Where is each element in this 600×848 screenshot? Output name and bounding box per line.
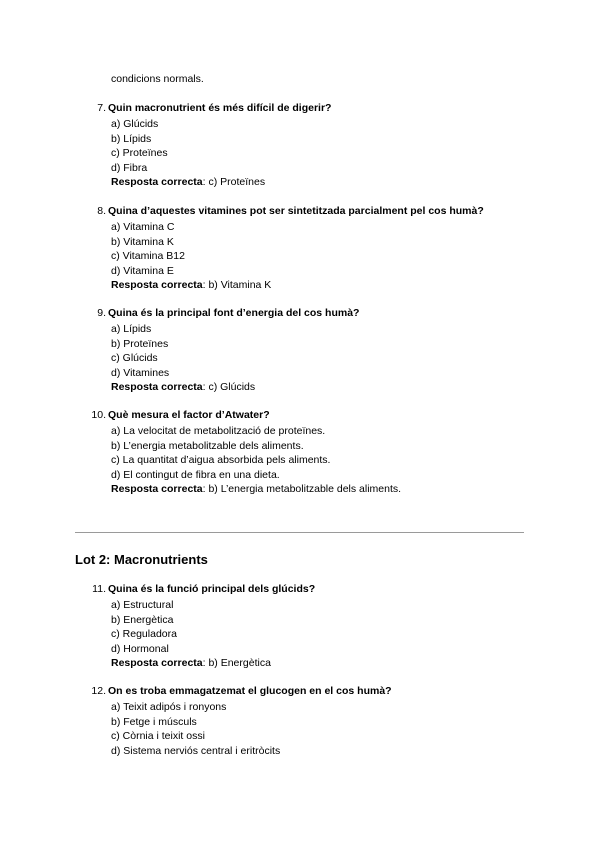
option-list — [111, 220, 546, 278]
question-text: Quina és la funció principal dels glúcids? — [108, 583, 316, 595]
option-c: c) Glúcids — [111, 352, 158, 365]
option-d: d) Vitamines — [111, 366, 170, 379]
option-d: d) El contingut de fibra en una dieta. — [111, 468, 280, 481]
option-b: b) Lípids — [111, 132, 152, 145]
question-text: On es troba emmagatzemat el glucogen en el cos humà? — [108, 685, 392, 697]
question-11 — [86, 582, 546, 671]
question-text: Què mesura el factor d’Atwater? — [108, 409, 270, 421]
answer-value: : b) Energètica — [202, 657, 271, 670]
question-header — [86, 306, 546, 320]
question-header — [86, 684, 546, 698]
question-9 — [86, 306, 546, 395]
option-c: c) Reguladora — [111, 628, 177, 641]
option-b: b) Fetge i músculs — [111, 715, 197, 728]
correct-answer — [111, 278, 546, 293]
question-10 — [86, 408, 546, 497]
option-b: b) Proteïnes — [111, 337, 169, 350]
question-12 — [86, 684, 546, 758]
question-text: Quina d’aquestes vitamines pot ser sintetitzada parcialment pel cos humà? — [108, 205, 484, 217]
option-list — [111, 322, 546, 380]
section-heading: Lot 2: Macronutrients — [75, 552, 208, 567]
question-7 — [86, 101, 546, 190]
option-c: c) Vitamina B12 — [111, 250, 185, 263]
option-a: a) Glúcids — [111, 118, 159, 130]
option-c: c) Còrnia i teixit ossi — [111, 730, 205, 743]
option-d: d) Hormonal — [111, 642, 169, 655]
option-d: d) Sistema nerviós central i eritròcits — [111, 744, 281, 757]
answer-label: Resposta correcta — [111, 381, 203, 394]
question-text: Quina és la principal font d’energia del cos humà? — [108, 307, 360, 319]
question-text: Quin macronutrient és més difícil de digerir? — [108, 102, 332, 114]
option-list — [111, 598, 546, 656]
question-number: 8. — [97, 205, 106, 217]
option-b: b) Vitamina K — [111, 235, 174, 248]
question-8 — [86, 204, 546, 293]
question-number: 11. — [92, 583, 106, 595]
option-a: a) Vitamina C — [111, 221, 175, 233]
answer-label: Resposta correcta — [111, 279, 203, 292]
option-c: c) Proteïnes — [111, 147, 168, 160]
question-number: 7. — [97, 102, 106, 114]
option-d: d) Vitamina E — [111, 264, 174, 277]
answer-label: Resposta correcta — [111, 176, 203, 189]
option-d: d) Fibra — [111, 161, 148, 174]
answer-value: : c) Glúcids — [202, 381, 256, 394]
section-divider — [75, 532, 524, 533]
option-c: c) La quantitat d’aigua absorbida pels aliments. — [111, 454, 331, 467]
correct-answer — [111, 175, 546, 190]
question-number: 12. — [91, 685, 106, 697]
answer-label: Resposta correcta — [111, 483, 203, 496]
option-a: a) Estructural — [111, 599, 174, 611]
option-a: a) La velocitat de metabolització de proteïnes. — [111, 425, 326, 437]
answer-value: : c) Proteïnes — [202, 176, 266, 189]
question-header — [86, 408, 546, 422]
correct-answer — [111, 380, 546, 395]
option-a: a) Teixit adipós i ronyons — [111, 701, 227, 713]
option-list — [111, 700, 546, 758]
question-header — [86, 204, 546, 218]
question-number: 10. — [91, 409, 106, 421]
question-header — [86, 582, 546, 596]
answer-label: Resposta correcta — [111, 657, 203, 670]
answer-value: : b) Vitamina K — [202, 279, 272, 292]
question-header — [86, 101, 546, 115]
option-b: b) L’energia metabolitzable dels aliments. — [111, 439, 304, 452]
correct-answer — [111, 656, 546, 671]
continuation-text: condicions normals. — [111, 73, 204, 85]
option-list — [111, 117, 546, 175]
correct-answer — [111, 482, 546, 497]
option-a: a) Lípids — [111, 323, 152, 335]
option-b: b) Energètica — [111, 613, 174, 626]
question-number: 9. — [97, 307, 106, 319]
answer-value: : b) L’energia metabolitzable dels aliments. — [202, 483, 402, 496]
option-list — [111, 424, 546, 482]
